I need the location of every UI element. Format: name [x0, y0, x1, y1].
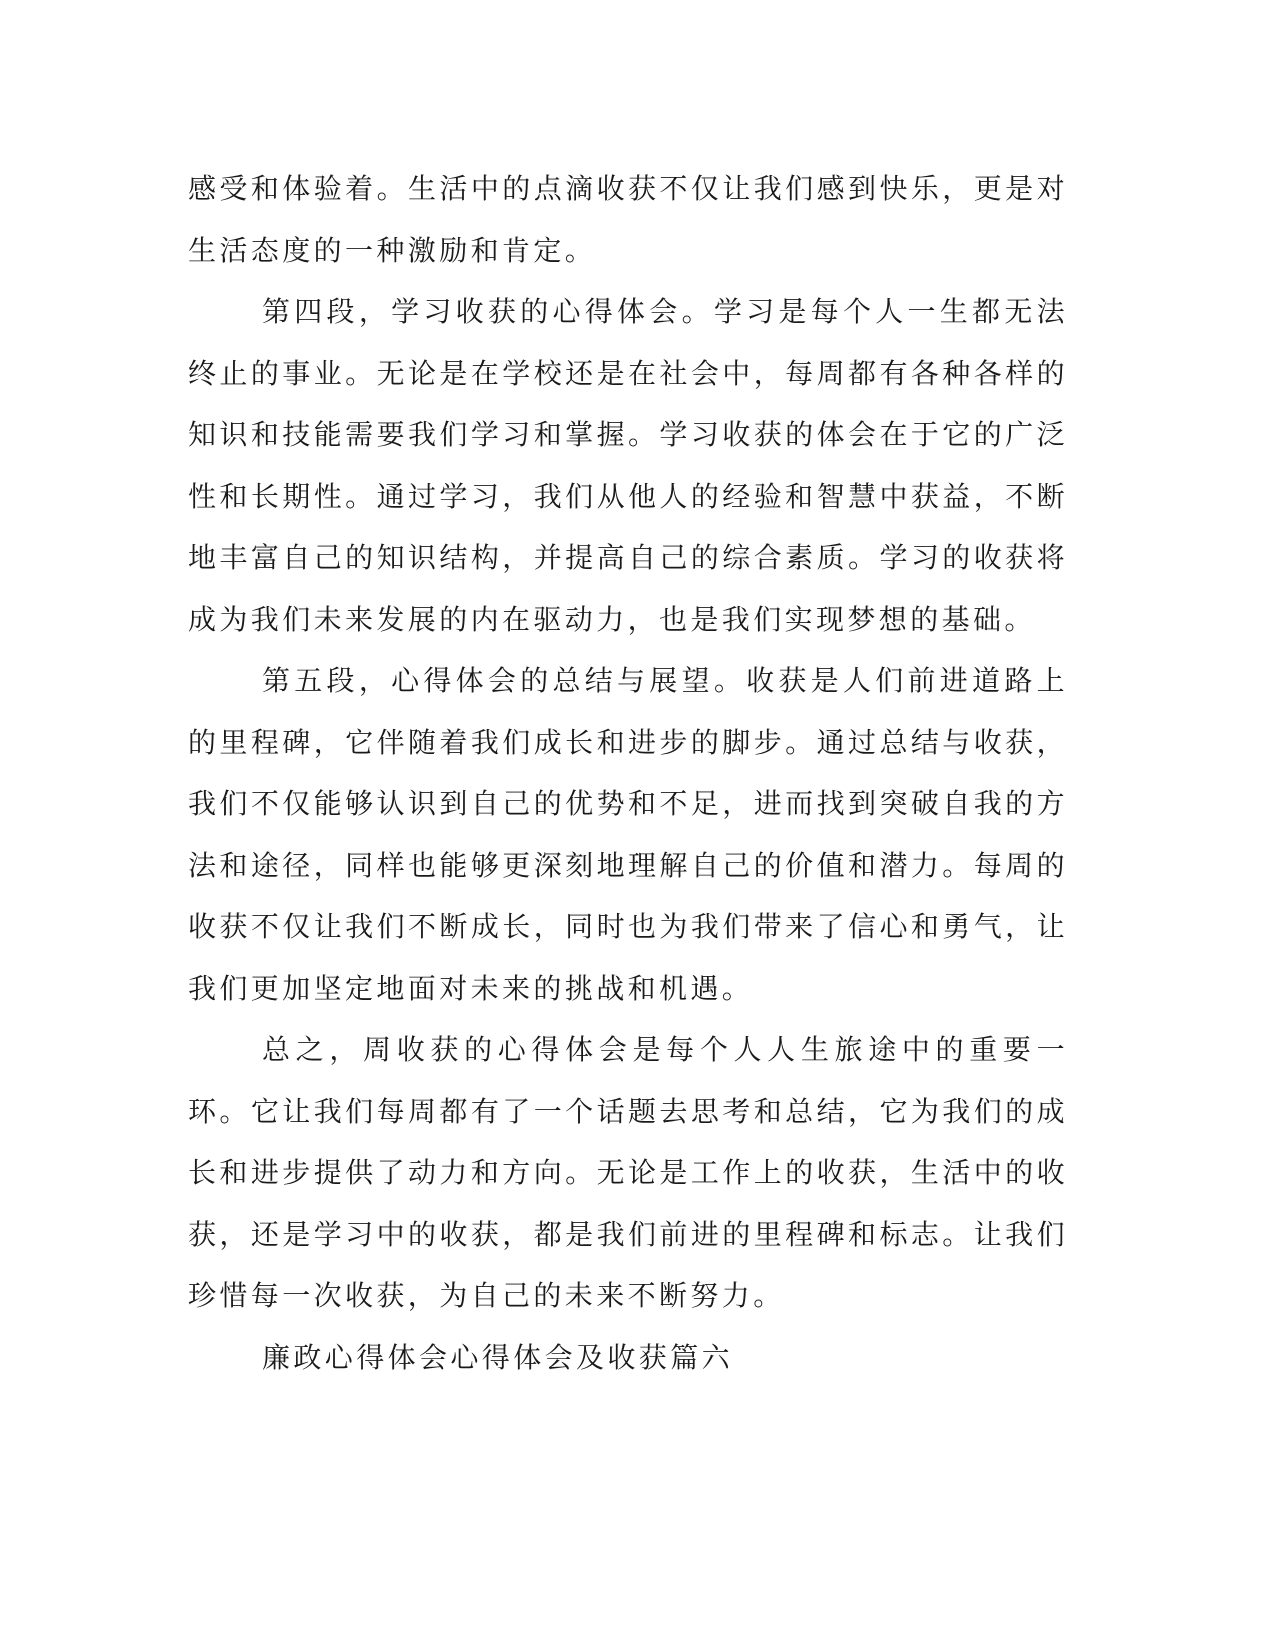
paragraph-section-four: 第四段，学习收获的心得体会。学习是每个人一生都无法终止的事业。无论是在学校还是在社会中，每周都有各种各样的知识和技能需要我们学习和掌握。学习收获的体会在于它的广泛性和长期性。通过学习，我们从他人的经验和智慧中获益，不断地丰富自己的知识结构，并提高自己的综合素质。学习的收获将成为我们未来发展的内在驱动力，也是我们实现梦想的基础。	[188, 295, 1068, 636]
next-section-title: 廉政心得体会心得体会及收获篇六	[262, 1340, 734, 1374]
document-body	[188, 158, 1068, 1388]
paragraph-continuation: 感受和体验着。生活中的点滴收获不仅让我们感到快乐，更是对生活态度的一种激励和肯定。	[188, 172, 1068, 267]
paragraph-section-five: 第五段，心得体会的总结与展望。收获是人们前进道路上的里程碑，它伴随着我们成长和进步的脚步。通过总结与收获，我们不仅能够认识到自己的优势和不足，进而找到突破自我的方法和途径，同样也能够更深刻地理解自己的价值和潜力。每周的收获不仅让我们不断成长，同时也为我们带来了信心和勇气，让我们更加坚定地面对未来的挑战和机遇。	[188, 664, 1068, 1005]
paragraph-conclusion: 总之，周收获的心得体会是每个人人生旅途中的重要一环。它让我们每周都有了一个话题去思考和总结，它为我们的成长和进步提供了动力和方向。无论是工作上的收获，生活中的收获，还是学习中的收获，都是我们前进的里程碑和标志。让我们珍惜每一次收获，为自己的未来不断努力。	[188, 1033, 1068, 1312]
